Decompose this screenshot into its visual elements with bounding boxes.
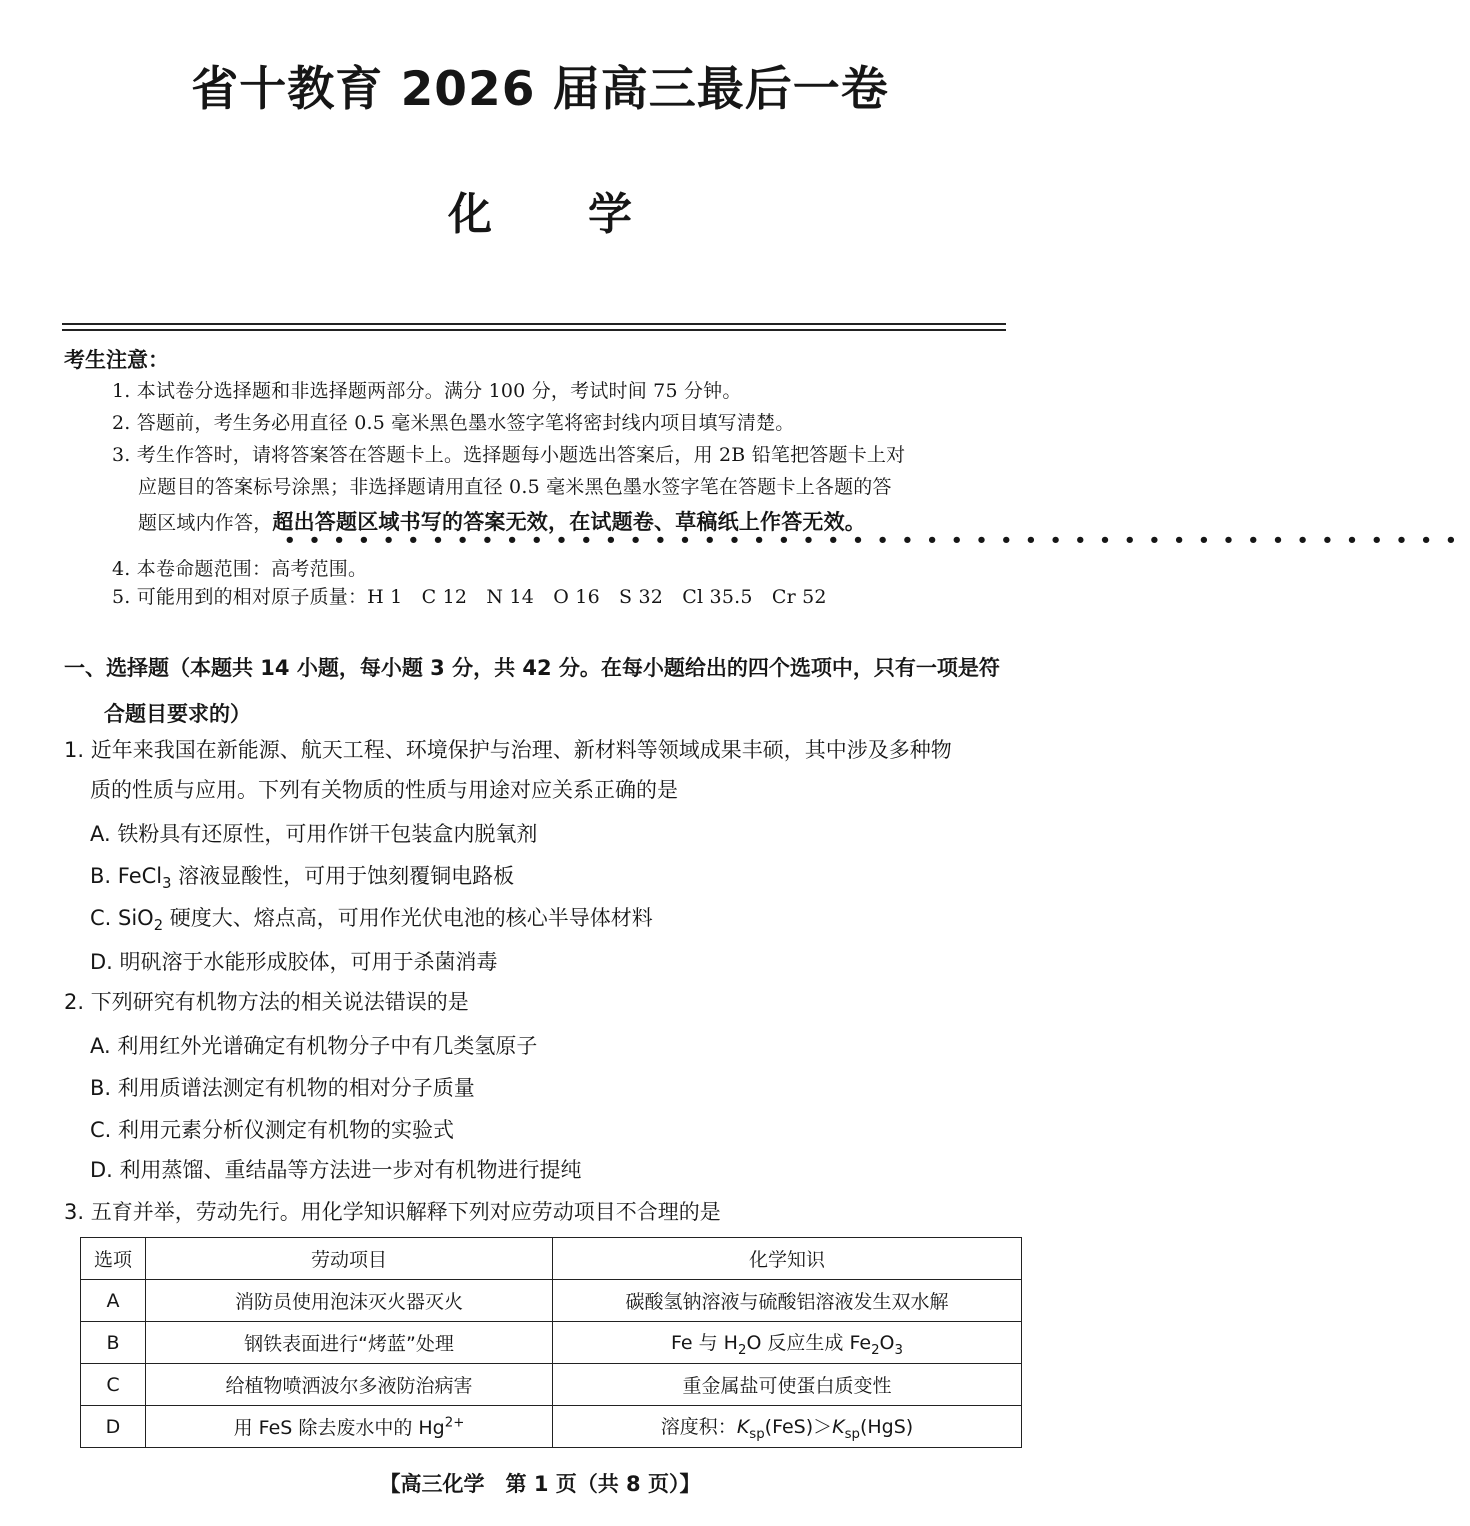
question-2-option-c: C. 利用元素分析仪测定有机物的实验式 bbox=[90, 1118, 455, 1142]
header-divider-bottom bbox=[62, 329, 1006, 331]
notice-item-1: 1. 本试卷分选择题和非选择题两部分。满分 100 分，考试时间 75 分钟。 bbox=[112, 380, 742, 402]
notice-emphasis: 超出答题区域书写的答案无效，在试题卷、草稿纸上作答无效。 bbox=[272, 510, 867, 534]
table-header-option: 选项 bbox=[81, 1238, 146, 1280]
table-cell-option: B bbox=[81, 1322, 146, 1364]
header-divider-top bbox=[62, 323, 1006, 325]
table-row bbox=[81, 1280, 1022, 1322]
table-header-row bbox=[81, 1238, 1022, 1280]
table-header-labor: 劳动项目 bbox=[146, 1238, 553, 1280]
chem-text-b: (FeS)＞ bbox=[764, 1415, 833, 1438]
ksp-subscript-2: sp bbox=[844, 1426, 860, 1442]
table-cell-chem: 碳酸氢钠溶液与硫酸铝溶液发生双水解 bbox=[553, 1280, 1022, 1322]
table-cell-labor: 钢铁表面进行“烤蓝”处理 bbox=[146, 1322, 553, 1364]
question-1-option-b bbox=[90, 860, 514, 892]
question-3-stem: 3. 五育并举，劳动先行。用化学知识解释下列对应劳动项目不合理的是 bbox=[64, 1200, 721, 1224]
chem-text-1: Fe 与 H bbox=[671, 1331, 738, 1354]
chem-subscript-3: 3 bbox=[894, 1342, 903, 1358]
table-cell-option: A bbox=[81, 1280, 146, 1322]
labor-text: 用 FeS 除去废水中的 Hg bbox=[233, 1417, 445, 1439]
notice-item-3: 3. 考生作答时，请将答案答在答题卡上。选择题每小题选出答案后，用 2B 铅笔把答题卡上对 bbox=[112, 444, 906, 466]
chem-text-3: O bbox=[879, 1331, 895, 1354]
subject-char-1: 化 bbox=[448, 189, 492, 240]
section-heading-cont: 合题目要求的） bbox=[104, 702, 251, 726]
chem-text-c: (HgS) bbox=[859, 1415, 914, 1438]
table-cell-labor bbox=[146, 1406, 553, 1448]
question-1-stem: 1. 近年来我国在新能源、航天工程、环境保护与治理、新材料等领域成果丰硕，其中涉及多种物 bbox=[64, 738, 952, 762]
ksp-symbol-1: K bbox=[736, 1415, 750, 1438]
ksp-symbol-2: K bbox=[832, 1415, 845, 1438]
chem-subscript-2: 2 bbox=[871, 1342, 880, 1358]
ksp-subscript-1: sp bbox=[749, 1426, 765, 1442]
question-2-option-b: B. 利用质谱法测定有机物的相对分子质量 bbox=[90, 1076, 475, 1100]
chem-text-a: 溶度积： bbox=[660, 1415, 737, 1438]
q1-b-subscript: 3 bbox=[162, 875, 172, 893]
section-heading: 一、选择题（本题共 14 小题，每小题 3 分，共 42 分。在每小题给出的四个选项中，只有一项是符 bbox=[64, 656, 1000, 680]
page-footer: 【高三化学 第 1 页（共 8 页）】 bbox=[379, 1472, 701, 1496]
notice-item-2: 2. 答题前，考生务必用直径 0.5 毫米黑色墨水签字笔将密封线内项目填写清楚。 bbox=[112, 412, 795, 434]
labor-superscript: 2+ bbox=[444, 1415, 465, 1431]
question-2-option-d: D. 利用蒸馏、重结晶等方法进一步对有机物进行提纯 bbox=[90, 1158, 582, 1182]
question-2-option-a: A. 利用红外光谱确定有机物分子中有几类氢原子 bbox=[90, 1034, 538, 1058]
table-cell-chem: 重金属盐可使蛋白质变性 bbox=[553, 1364, 1022, 1406]
chem-text-2: O 反应生成 Fe bbox=[746, 1331, 872, 1354]
question-2-stem: 2. 下列研究有机物方法的相关说法错误的是 bbox=[64, 990, 469, 1014]
question-1-option-d: D. 明矾溶于水能形成胶体，可用于杀菌消毒 bbox=[90, 950, 498, 974]
table-header-chem: 化学知识 bbox=[553, 1238, 1022, 1280]
q1-c-subscript: 2 bbox=[153, 917, 164, 935]
table-row bbox=[81, 1364, 1022, 1406]
notice-item-4: 4. 本卷命题范围：高考范围。 bbox=[112, 558, 368, 580]
notice-heading: 考生注意： bbox=[64, 348, 169, 372]
table-cell-option: C bbox=[81, 1364, 146, 1406]
subject-char-2: 学 bbox=[588, 189, 632, 240]
q1-c-text-1: C. SiO bbox=[90, 906, 154, 930]
table-cell-option: D bbox=[81, 1406, 146, 1448]
notice-item-5: 5. 可能用到的相对原子质量：H 1 C 12 N 14 O 16 S 32 Cl 35.5 Cr 52 bbox=[112, 586, 827, 608]
question-3-table bbox=[80, 1237, 1022, 1448]
chem-subscript-1: 2 bbox=[737, 1342, 747, 1358]
table-cell-chem bbox=[553, 1322, 1022, 1364]
emphasis-dots: •••••••••••••••••••••••••••••••••••••••••••••••• bbox=[284, 530, 1470, 551]
table-row bbox=[81, 1322, 1022, 1364]
subject-title bbox=[0, 178, 1080, 242]
q1-b-text-1: B. FeCl bbox=[90, 864, 163, 888]
notice-item-3-cont: 应题目的答案标号涂黑；非选择题请用直径 0.5 毫米黑色墨水签字笔在答题卡上各题的答 bbox=[138, 476, 892, 498]
question-1-stem-cont: 质的性质与应用。下列有关物质的性质与用途对应关系正确的是 bbox=[90, 778, 678, 802]
table-cell-labor: 消防员使用泡沫灭火器灭火 bbox=[146, 1280, 553, 1322]
q1-c-text-2: 硬度大、熔点高，可用作光伏电池的核心半导体材料 bbox=[163, 906, 653, 930]
exam-title: 省十教育 2026 届高三最后一卷 bbox=[191, 62, 889, 117]
q1-b-text-2: 溶液显酸性，可用于蚀刻覆铜电路板 bbox=[171, 864, 515, 888]
question-1-option-c bbox=[90, 902, 653, 934]
question-1-option-a: A. 铁粉具有还原性，可用作饼干包装盒内脱氧剂 bbox=[90, 822, 538, 846]
table-cell-chem bbox=[553, 1406, 1022, 1448]
notice-item-3-tail: 题区域内作答， bbox=[138, 512, 273, 534]
table-cell-labor: 给植物喷洒波尔多液防治病害 bbox=[146, 1364, 553, 1406]
table-row bbox=[81, 1406, 1022, 1448]
